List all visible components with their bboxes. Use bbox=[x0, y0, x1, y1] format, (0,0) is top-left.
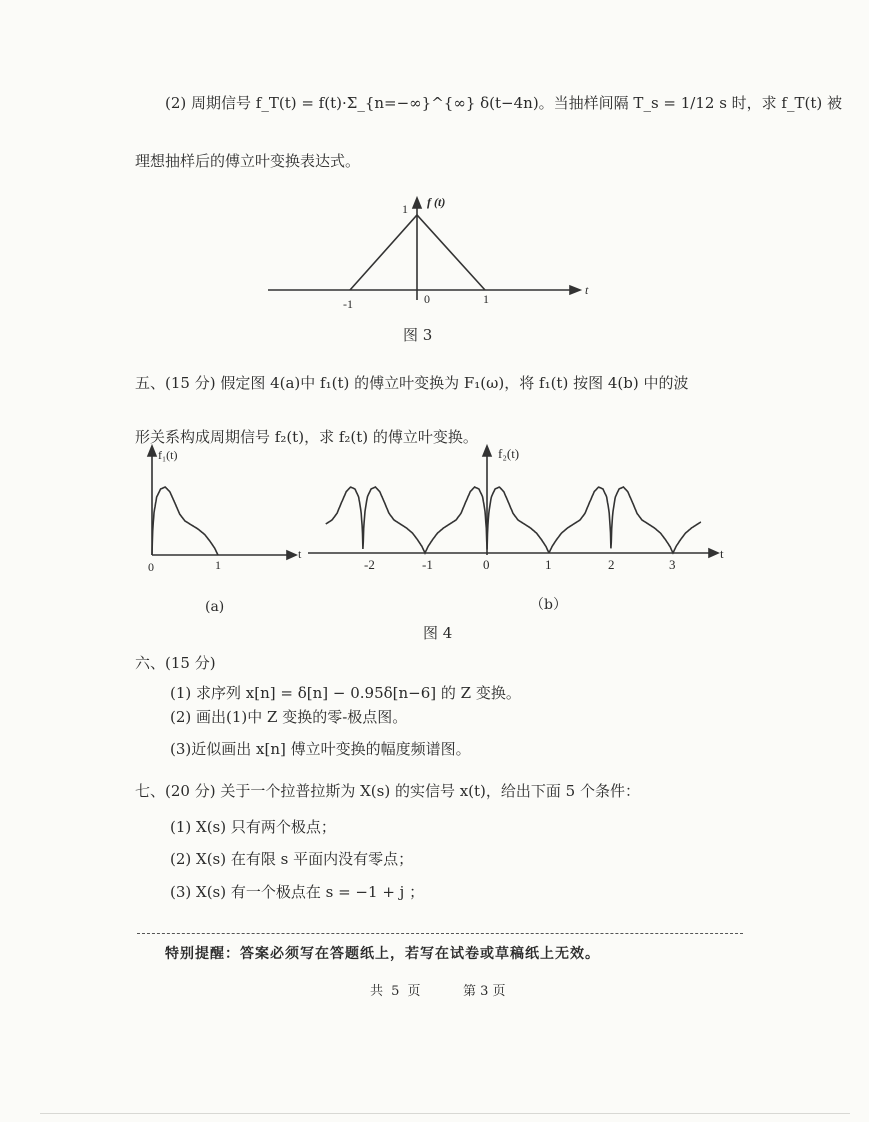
figure4a-tick: 1 bbox=[215, 558, 221, 572]
figure4a-ylabel: f₁(t) bbox=[158, 448, 178, 462]
figure4b-tick: 2 bbox=[608, 557, 615, 572]
figure4a-tick: 0 bbox=[148, 560, 154, 574]
q7-item: (1) X(s) 只有两个极点； bbox=[170, 818, 336, 836]
figure4b-tick: 1 bbox=[545, 557, 552, 572]
footer-current-page: 第 3 页 bbox=[463, 984, 506, 999]
figure4b-y-arrow bbox=[483, 446, 491, 456]
figure3-y-arrow bbox=[413, 198, 421, 208]
figure4a-caption: (a) bbox=[205, 599, 225, 615]
figure3-caption: 图 3 bbox=[403, 326, 433, 344]
q6-item: (2) 画出(1)中 Z 变换的零-极点图。 bbox=[170, 708, 408, 726]
figure3-ylabel: f (t) bbox=[427, 195, 446, 209]
figure3-x-arrow bbox=[570, 286, 580, 294]
figure3-xlabel: t bbox=[585, 283, 589, 297]
figure4b-tick: 0 bbox=[483, 557, 490, 572]
figure4b-caption: （b） bbox=[530, 597, 567, 613]
q5-line2: 形关系构成周期信号 f₂(t)，求 f₂(t) 的傅立叶变换。 bbox=[135, 428, 478, 446]
figure3-tick: 0 bbox=[424, 292, 430, 306]
q7-heading: 七、(20 分) 关于一个拉普拉斯为 X(s) 的实信号 x(t)，给出下面 5 个条件： bbox=[135, 782, 640, 800]
figure4b-x-arrow bbox=[709, 549, 718, 557]
q4-part2-line2: 理想抽样后的傅立叶变换表达式。 bbox=[135, 152, 361, 170]
q6-heading: 六、(15 分) bbox=[135, 654, 216, 672]
q6-item: (3)近似画出 x[n] 傅立叶变换的幅度频谱图。 bbox=[170, 740, 471, 758]
figure4b-curve bbox=[326, 487, 701, 553]
figure4a-curve bbox=[152, 487, 218, 555]
figure3-tick: 1 bbox=[483, 292, 489, 306]
figure4b-ylabel: f₂(t) bbox=[498, 446, 520, 461]
figure3-plot bbox=[268, 198, 580, 300]
figure4a-x-arrow bbox=[287, 551, 296, 559]
footer-total-pages: 共 5 页 bbox=[370, 984, 421, 999]
page-edge bbox=[40, 1113, 850, 1114]
figure3-tick: -1 bbox=[343, 297, 353, 311]
figure4b-tick: -2 bbox=[364, 557, 375, 572]
figure4b-tick: 3 bbox=[669, 557, 676, 572]
figure4-caption: 图 4 bbox=[423, 624, 453, 642]
q6-item: (1) 求序列 x[n] = δ[n] − 0.95δ[n−6] 的 Z 变换。 bbox=[170, 684, 521, 702]
q7-item: (2) X(s) 在有限 s 平面内没有零点； bbox=[170, 850, 414, 868]
q4-part2-line1: (2) 周期信号 f_T(t) = f(t)·Σ_{n=−∞}^{∞} δ(t−4n)。当抽样间隔 T_s = 1/12 s 时，求 f_T(t) 被 bbox=[165, 94, 842, 112]
figure3-peak-label: 1 bbox=[402, 202, 408, 216]
figure4b-tick: -1 bbox=[422, 557, 433, 572]
figure4b-plot bbox=[308, 446, 718, 557]
divider-dashed-line bbox=[137, 933, 743, 934]
q7-item: (3) X(s) 有一个极点在 s = −1 + j ； bbox=[170, 883, 425, 901]
figure4a-y-arrow bbox=[148, 446, 156, 456]
q5-line1: 五、(15 分) 假定图 4(a)中 f₁(t) 的傅立叶变换为 F₁(ω)，将 f₁(t) 按图 4(b) 中的波 bbox=[135, 374, 689, 392]
figure4b-xlabel: t bbox=[720, 546, 724, 561]
footer-reminder: 特别提醒：答案必须写在答题纸上，若写在试卷或草稿纸上无效。 bbox=[165, 946, 600, 962]
figure4a-xlabel: t bbox=[298, 547, 302, 561]
